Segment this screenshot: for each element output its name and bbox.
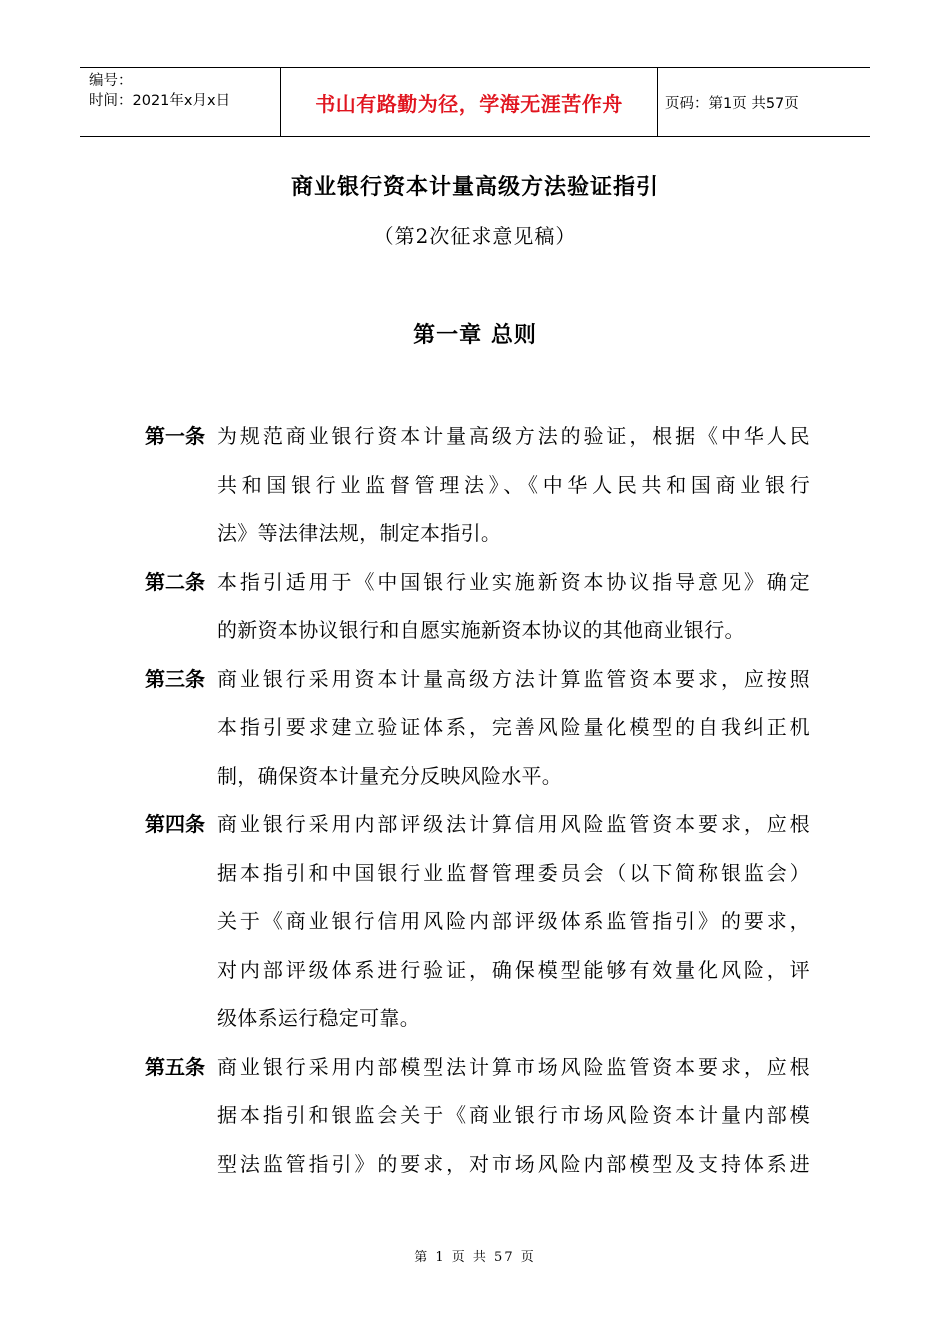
article-body: [217, 1043, 810, 1189]
article-line: 制，确保资本计量充分反映风险水平。: [217, 763, 563, 788]
article-line: 为规范商业银行资本计量高级方法的验证，根据《中华人民: [217, 424, 810, 448]
article-item: [145, 558, 810, 655]
article-line: 商业银行采用资本计量高级方法计算监管资本要求，应按照: [217, 666, 810, 691]
article-line: 本指引要求建立验证体系，完善风险量化模型的自我纠正机: [217, 715, 810, 739]
article-line: 的新资本协议银行和自愿实施新资本协议的其他商业银行。: [217, 618, 745, 642]
article-body: [217, 800, 810, 1043]
header-time-label: 时间：2021年x月x日: [89, 93, 231, 109]
article-label: 第四条: [145, 812, 205, 836]
article-body: [217, 412, 810, 558]
header-number-label: 编号：: [89, 73, 133, 89]
article-list: [145, 412, 810, 1188]
article-line: 型法监管指引》的要求，对市场风险内部模型及支持体系进: [217, 1151, 810, 1176]
article-line: 法》等法律法规，制定本指引。: [217, 521, 502, 545]
page-footer: 第 1 页 共 57 页: [414, 1250, 536, 1265]
article-line: 对内部评级体系进行验证，确保模型能够有效量化风险，评: [217, 957, 810, 982]
article-line: 共和国银行业监督管理法》、《中华人民共和国商业银行: [217, 472, 810, 497]
article-label: 第二条: [145, 569, 205, 594]
article-label: 第一条: [145, 424, 205, 448]
chapter-heading: 第一章 总则: [413, 323, 537, 348]
article-label: 第三条: [145, 666, 205, 691]
article-body: [217, 655, 810, 801]
article-line: 本指引适用于《中国银行业实施新资本协议指导意见》确定: [217, 569, 810, 594]
header-meta: [80, 68, 281, 136]
article-line: 据本指引和中国银行业监督管理委员会（以下简称银监会）: [217, 860, 810, 885]
article-item: [145, 655, 810, 801]
article-line: 级体系运行稳定可靠。: [217, 1006, 420, 1030]
article-item: [145, 412, 810, 558]
article-item: [145, 1043, 810, 1189]
article-line: 商业银行采用内部评级法计算信用风险监管资本要求，应根: [217, 812, 810, 836]
document-subtitle: （第2次征求意见稿）: [373, 224, 577, 248]
header-page-info: 页码：第1页 共57页: [665, 95, 799, 112]
article-line: 商业银行采用内部模型法计算市场风险监管资本要求，应根: [217, 1054, 810, 1079]
article-body: [217, 558, 810, 655]
article-label: 第五条: [145, 1054, 205, 1079]
header-motto: 书山有路勤为径，学海无涯苦作舟: [281, 68, 658, 136]
article-line: 据本指引和银监会关于《商业银行市场风险资本计量内部模: [217, 1103, 810, 1127]
article-line: 关于《商业银行信用风险内部评级体系监管指引》的要求，: [217, 909, 810, 933]
document-title: 商业银行资本计量高级方法验证指引: [290, 175, 659, 200]
article-item: [145, 800, 810, 1043]
document-header: [80, 67, 870, 137]
